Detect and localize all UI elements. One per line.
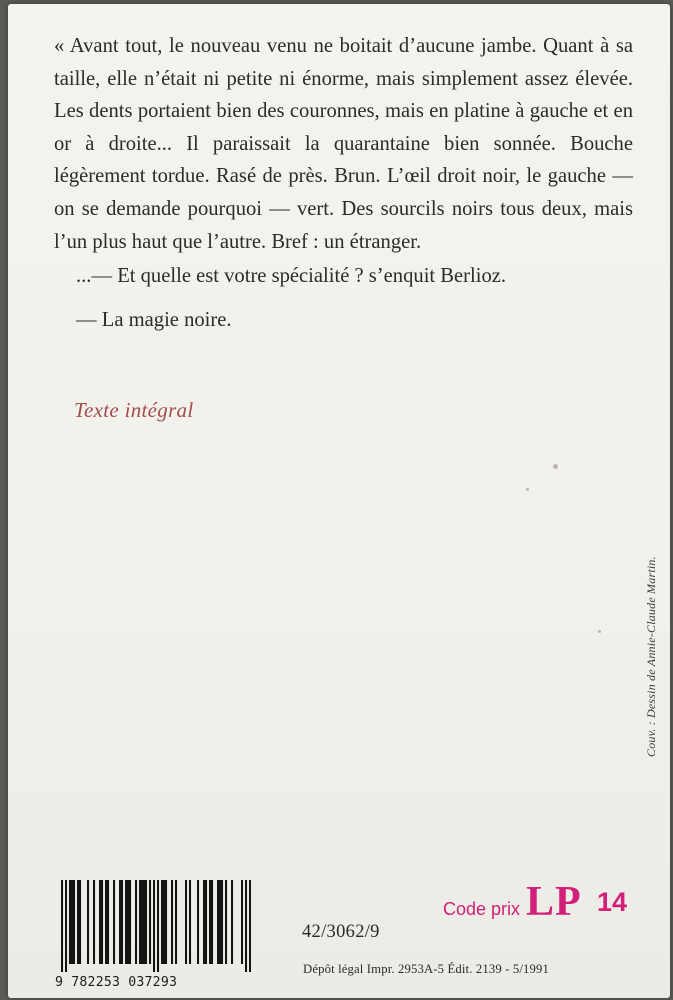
barcode-bar (189, 880, 191, 964)
price-series: LP (526, 879, 582, 925)
barcode-bar (77, 880, 79, 964)
barcode-digits: 9 782253 037293 (55, 975, 178, 990)
barcode-bar (143, 880, 145, 964)
barcode-bar (105, 880, 107, 964)
barcode-bar (101, 880, 103, 964)
barcode-guard-bar (61, 880, 63, 972)
cover-credit: Couv. : Dessin de Annie-Claude Martin. (644, 556, 658, 757)
barcode-guard-bar (153, 880, 155, 972)
barcode-bar (139, 880, 141, 964)
barcode-bar (69, 880, 71, 964)
barcode-bar (107, 880, 109, 964)
barcode-bars (61, 880, 251, 972)
barcode-bar (175, 880, 177, 964)
barcode-guard-bar (249, 880, 251, 972)
blurb-text (54, 30, 633, 336)
barcode-bar (209, 880, 211, 964)
barcode-bar (205, 880, 207, 964)
barcode-bar (217, 880, 219, 964)
paper-speck (553, 464, 558, 469)
barcode-bar (171, 880, 173, 964)
barcode-bar (219, 880, 221, 964)
barcode-bar (71, 880, 73, 964)
barcode-bar (231, 880, 233, 964)
barcode-bar (141, 880, 143, 964)
barcode-bar (113, 880, 115, 964)
paper-speck (526, 488, 529, 491)
barcode-bar (211, 880, 213, 964)
barcode-bar (93, 880, 95, 964)
barcode-bar (221, 880, 223, 964)
barcode-bar (87, 880, 89, 964)
barcode (55, 880, 255, 990)
barcode-guard-bar (157, 880, 159, 972)
blurb-paragraph-description: « Avant tout, le nouveau venu ne boitait d’aucune jambe. Quant à sa taille, elle n’était ni petite ni énorme, mais simplement assez élevée. Les dents portaient bien des couronnes, mais en platine à gauche et en or à droite... Il paraissait la quarantaine bien sonnée. Bouche légèrement tordue. Rasé de près. Brun. L’œil droit noir, le gauche — on se demande pourquoi — vert. Des sourcils noirs tous deux, mais l’un plus haut que l’autre. Bref : un étranger. (54, 35, 633, 253)
paper-speck (598, 630, 601, 633)
barcode-bar (121, 880, 123, 964)
barcode-bar (161, 880, 163, 964)
barcode-bar (127, 880, 129, 964)
price-number: 14 (597, 887, 628, 917)
price-code-label: Code prix (443, 899, 521, 919)
blurb-paragraph-question: ...— Et quelle est votre spécialité ? s’enquit Berlioz. (76, 265, 507, 288)
blurb-paragraph-answer: — La magie noire. (76, 308, 232, 331)
barcode-bar (163, 880, 165, 964)
barcode-guard-bar (245, 880, 247, 972)
barcode-bar (241, 880, 243, 964)
barcode-bar (73, 880, 75, 964)
barcode-bar (185, 880, 187, 964)
legal-deposit: Dépôt légal Impr. 2953A-5 Édit. 2139 - 5/1991 (303, 962, 550, 976)
barcode-bar (149, 880, 151, 964)
barcode-bar (119, 880, 121, 964)
barcode-bar (165, 880, 167, 964)
barcode-bar (79, 880, 81, 964)
barcode-bar (203, 880, 205, 964)
barcode-bar (225, 880, 227, 964)
barcode-bar (145, 880, 147, 964)
barcode-bar (197, 880, 199, 964)
barcode-bar (129, 880, 131, 964)
edition-note: Texte intégral (74, 398, 194, 422)
barcode-bar (125, 880, 127, 964)
barcode-guard-bar (65, 880, 67, 972)
barcode-bar (99, 880, 101, 964)
barcode-bar (135, 880, 137, 964)
reference-number: 42/3062/9 (302, 922, 380, 942)
